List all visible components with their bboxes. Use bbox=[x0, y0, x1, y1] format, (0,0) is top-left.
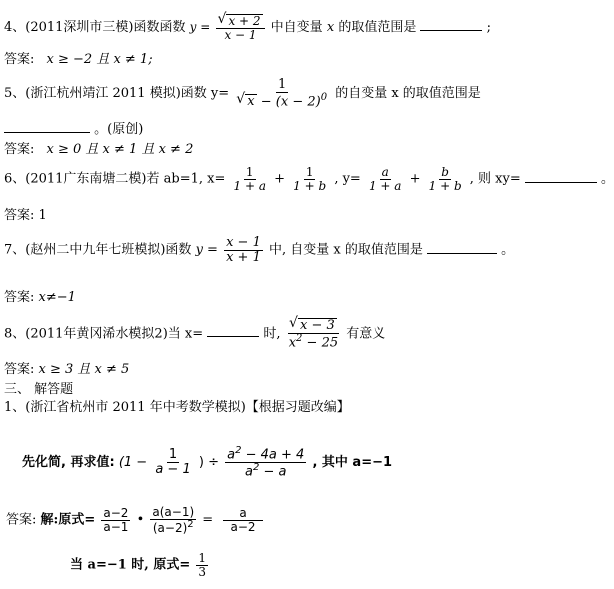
q8-denominator bbox=[287, 334, 340, 350]
p1-f1-den: a − 1 bbox=[155, 461, 191, 477]
p1-title-text: 1、(浙江省杭州市 2011 年中考数学模拟)【根据习题改编】 bbox=[4, 400, 350, 415]
q4-answer-blank bbox=[420, 30, 482, 31]
p1-final-num: 1 bbox=[198, 551, 207, 565]
q4-suffix: 的取值范围是 bbox=[338, 20, 417, 36]
q4-denominator: x − 1 bbox=[224, 27, 257, 42]
p1-sol-label: 解:原式= bbox=[40, 512, 96, 528]
q6-answer-label: 答案: bbox=[4, 208, 35, 223]
q6-f2-den: 1 + b bbox=[293, 178, 327, 193]
q5-answer-label: 答案: bbox=[4, 142, 35, 157]
section-3-heading bbox=[4, 382, 73, 398]
p1-s2-den bbox=[151, 520, 196, 535]
section-3-title: 三、 解答题 bbox=[4, 382, 74, 397]
q5-answer-blank bbox=[4, 132, 90, 133]
q5-den-root: √ x bbox=[245, 94, 256, 109]
p1-sol-frac-1 bbox=[101, 507, 130, 533]
q6-f4-num: b bbox=[441, 165, 449, 179]
p1-f2-num bbox=[225, 446, 306, 463]
p1-f2-num-a: a bbox=[227, 447, 236, 463]
q4-answer-value: x ≥ −2 且 x ≠ 1; bbox=[46, 52, 153, 67]
p1-frac-2 bbox=[225, 446, 306, 479]
q6-plus-1: + bbox=[274, 171, 286, 187]
q6-f3-den: 1 + a bbox=[368, 178, 402, 193]
p1-s3-num: a bbox=[223, 507, 262, 521]
q7-answer bbox=[4, 290, 76, 306]
q5-suffix: 的自变量 x 的取值范围是 bbox=[335, 85, 481, 101]
p1-lparen: (1 − bbox=[118, 454, 148, 470]
q6-answer bbox=[4, 208, 47, 224]
p1-rparen: ) ÷ bbox=[198, 454, 219, 470]
p1-answer-label: 答案: bbox=[6, 512, 37, 528]
q6-frac-1 bbox=[232, 166, 268, 192]
q4-numerator: √ x + 2 bbox=[226, 14, 262, 28]
p1-sol-frac-3 bbox=[223, 507, 262, 533]
q8-mid: 时, bbox=[263, 326, 281, 342]
p1-f2-den-a: a bbox=[244, 464, 253, 480]
q6-f3-num: a bbox=[381, 165, 389, 179]
q4-end: ; bbox=[486, 20, 491, 36]
q6-f4-den: 1 + b bbox=[428, 178, 462, 193]
q7-answer-value: x≠−1 bbox=[38, 290, 76, 305]
q5-fraction bbox=[235, 78, 329, 109]
q8-numerator: √ x − 3 bbox=[298, 318, 337, 333]
p1-final-prefix: 当 a=−1 时, 原式= bbox=[70, 557, 191, 573]
q7-denominator: x + 1 bbox=[226, 249, 261, 265]
p1-f2-den bbox=[243, 463, 288, 479]
q8-answer-label: 答案: bbox=[4, 362, 35, 377]
question-5 bbox=[4, 78, 481, 109]
q5-denominator bbox=[235, 93, 329, 109]
p1-f1-num: 1 bbox=[168, 447, 178, 463]
q4-var: x bbox=[326, 20, 335, 36]
q6-answer-value: 1 bbox=[38, 208, 47, 223]
q8-answer-value: x ≥ 3 且 x ≠ 5 bbox=[38, 362, 130, 377]
q5-answer-value: x ≥ 0 且 x ≠ 1 且 x ≠ 2 bbox=[46, 142, 194, 157]
q6-frac-2 bbox=[291, 166, 328, 192]
p1-s1-den: a−1 bbox=[103, 519, 129, 534]
q4-answer-label: 答案: bbox=[4, 52, 35, 67]
question-4 bbox=[4, 14, 491, 41]
q5-line2-text: 。(原创) bbox=[94, 122, 144, 137]
question-6 bbox=[4, 166, 614, 192]
p1-s2-num: a(a−1) bbox=[152, 505, 195, 519]
q5-line2 bbox=[4, 122, 143, 138]
p1-f2-num-exp: 2 bbox=[235, 445, 242, 456]
q6-plus-2: + bbox=[409, 171, 421, 187]
q7-numerator: x − 1 bbox=[226, 235, 261, 250]
q4-y: y = bbox=[189, 20, 211, 35]
p1-final-den: 3 bbox=[198, 564, 207, 579]
p1-s2-den-a: (a−2) bbox=[152, 520, 188, 535]
q8-suffix: 有意义 bbox=[346, 326, 386, 342]
q7-prefix: 7、(赵州二中九年七班模拟)函数 bbox=[4, 242, 192, 258]
q8-fraction bbox=[287, 318, 340, 350]
q5-answer bbox=[4, 142, 193, 158]
q6-f1-num: 1 bbox=[245, 165, 254, 179]
q6-f1-den: 1 + a bbox=[233, 178, 266, 193]
problem-1-task bbox=[22, 446, 392, 479]
q5-den-rest: − (x − 2) bbox=[256, 93, 321, 109]
p1-sol-frac-2 bbox=[150, 506, 196, 534]
q5-prefix: 5、(浙江杭州靖江 2011 模拟)函数 y= bbox=[4, 85, 230, 101]
q4-fraction bbox=[216, 14, 264, 41]
problem-1-solution bbox=[6, 506, 265, 534]
p1-eq: = bbox=[202, 512, 214, 528]
q6-prefix: 6、(2011广东南塘二模)若 ab=1, x= bbox=[4, 171, 226, 187]
q8-answer-blank bbox=[207, 336, 259, 337]
p1-s1-num: a−2 bbox=[103, 506, 129, 520]
q7-answer-blank bbox=[427, 253, 497, 254]
q6-f2-num: 1 bbox=[305, 165, 314, 179]
p1-f2-den-rest: − a bbox=[259, 464, 287, 480]
question-7 bbox=[4, 236, 514, 264]
q6-mid: , y= bbox=[334, 171, 361, 187]
p1-f2-den-exp: 2 bbox=[252, 461, 260, 473]
p1-f2-num-rest: − 4a + 4 bbox=[241, 447, 305, 463]
q8-den-a: x bbox=[288, 334, 297, 350]
p1-task-prefix: 先化简, 再求值: bbox=[22, 454, 115, 470]
p1-task-suffix: , 其中 a=−1 bbox=[312, 454, 393, 470]
p1-s2-den-exp: 2 bbox=[187, 518, 194, 530]
p1-s3-den: a−2 bbox=[230, 519, 256, 534]
problem-1-title bbox=[4, 400, 350, 416]
q7-suffix: 中, 自变量 x 的取值范围是 bbox=[268, 242, 423, 258]
q7-fraction bbox=[224, 236, 263, 264]
q4-prefix: 4、(2011深圳市三模)函数函数 bbox=[4, 20, 186, 36]
q6-frac-4 bbox=[427, 166, 464, 192]
p1-frac-1 bbox=[153, 448, 192, 476]
q7-y: y = bbox=[195, 242, 218, 258]
problem-1-final bbox=[70, 552, 210, 578]
p1-final-frac bbox=[196, 552, 208, 578]
q5-numerator: 1 bbox=[278, 77, 287, 92]
q8-prefix: 8、(2011年黄冈浠水模拟2)当 x= bbox=[4, 326, 204, 342]
q5-den-exp: 0 bbox=[320, 91, 328, 103]
q6-end: 。 bbox=[601, 171, 614, 187]
q8-answer bbox=[4, 362, 129, 378]
q7-end: 。 bbox=[501, 242, 515, 258]
q6-answer-blank bbox=[525, 182, 597, 183]
q8-den-exp: 2 bbox=[296, 332, 303, 344]
q4-mid: 中自变量 bbox=[270, 20, 323, 36]
q6-frac-3 bbox=[367, 166, 403, 192]
q6-suffix: , 则 xy= bbox=[469, 171, 521, 187]
q7-answer-label: 答案: bbox=[4, 290, 35, 305]
q8-den-b: − 25 bbox=[302, 334, 339, 350]
q4-answer bbox=[4, 52, 153, 68]
p1-dot: • bbox=[136, 512, 145, 528]
question-8 bbox=[4, 318, 385, 350]
